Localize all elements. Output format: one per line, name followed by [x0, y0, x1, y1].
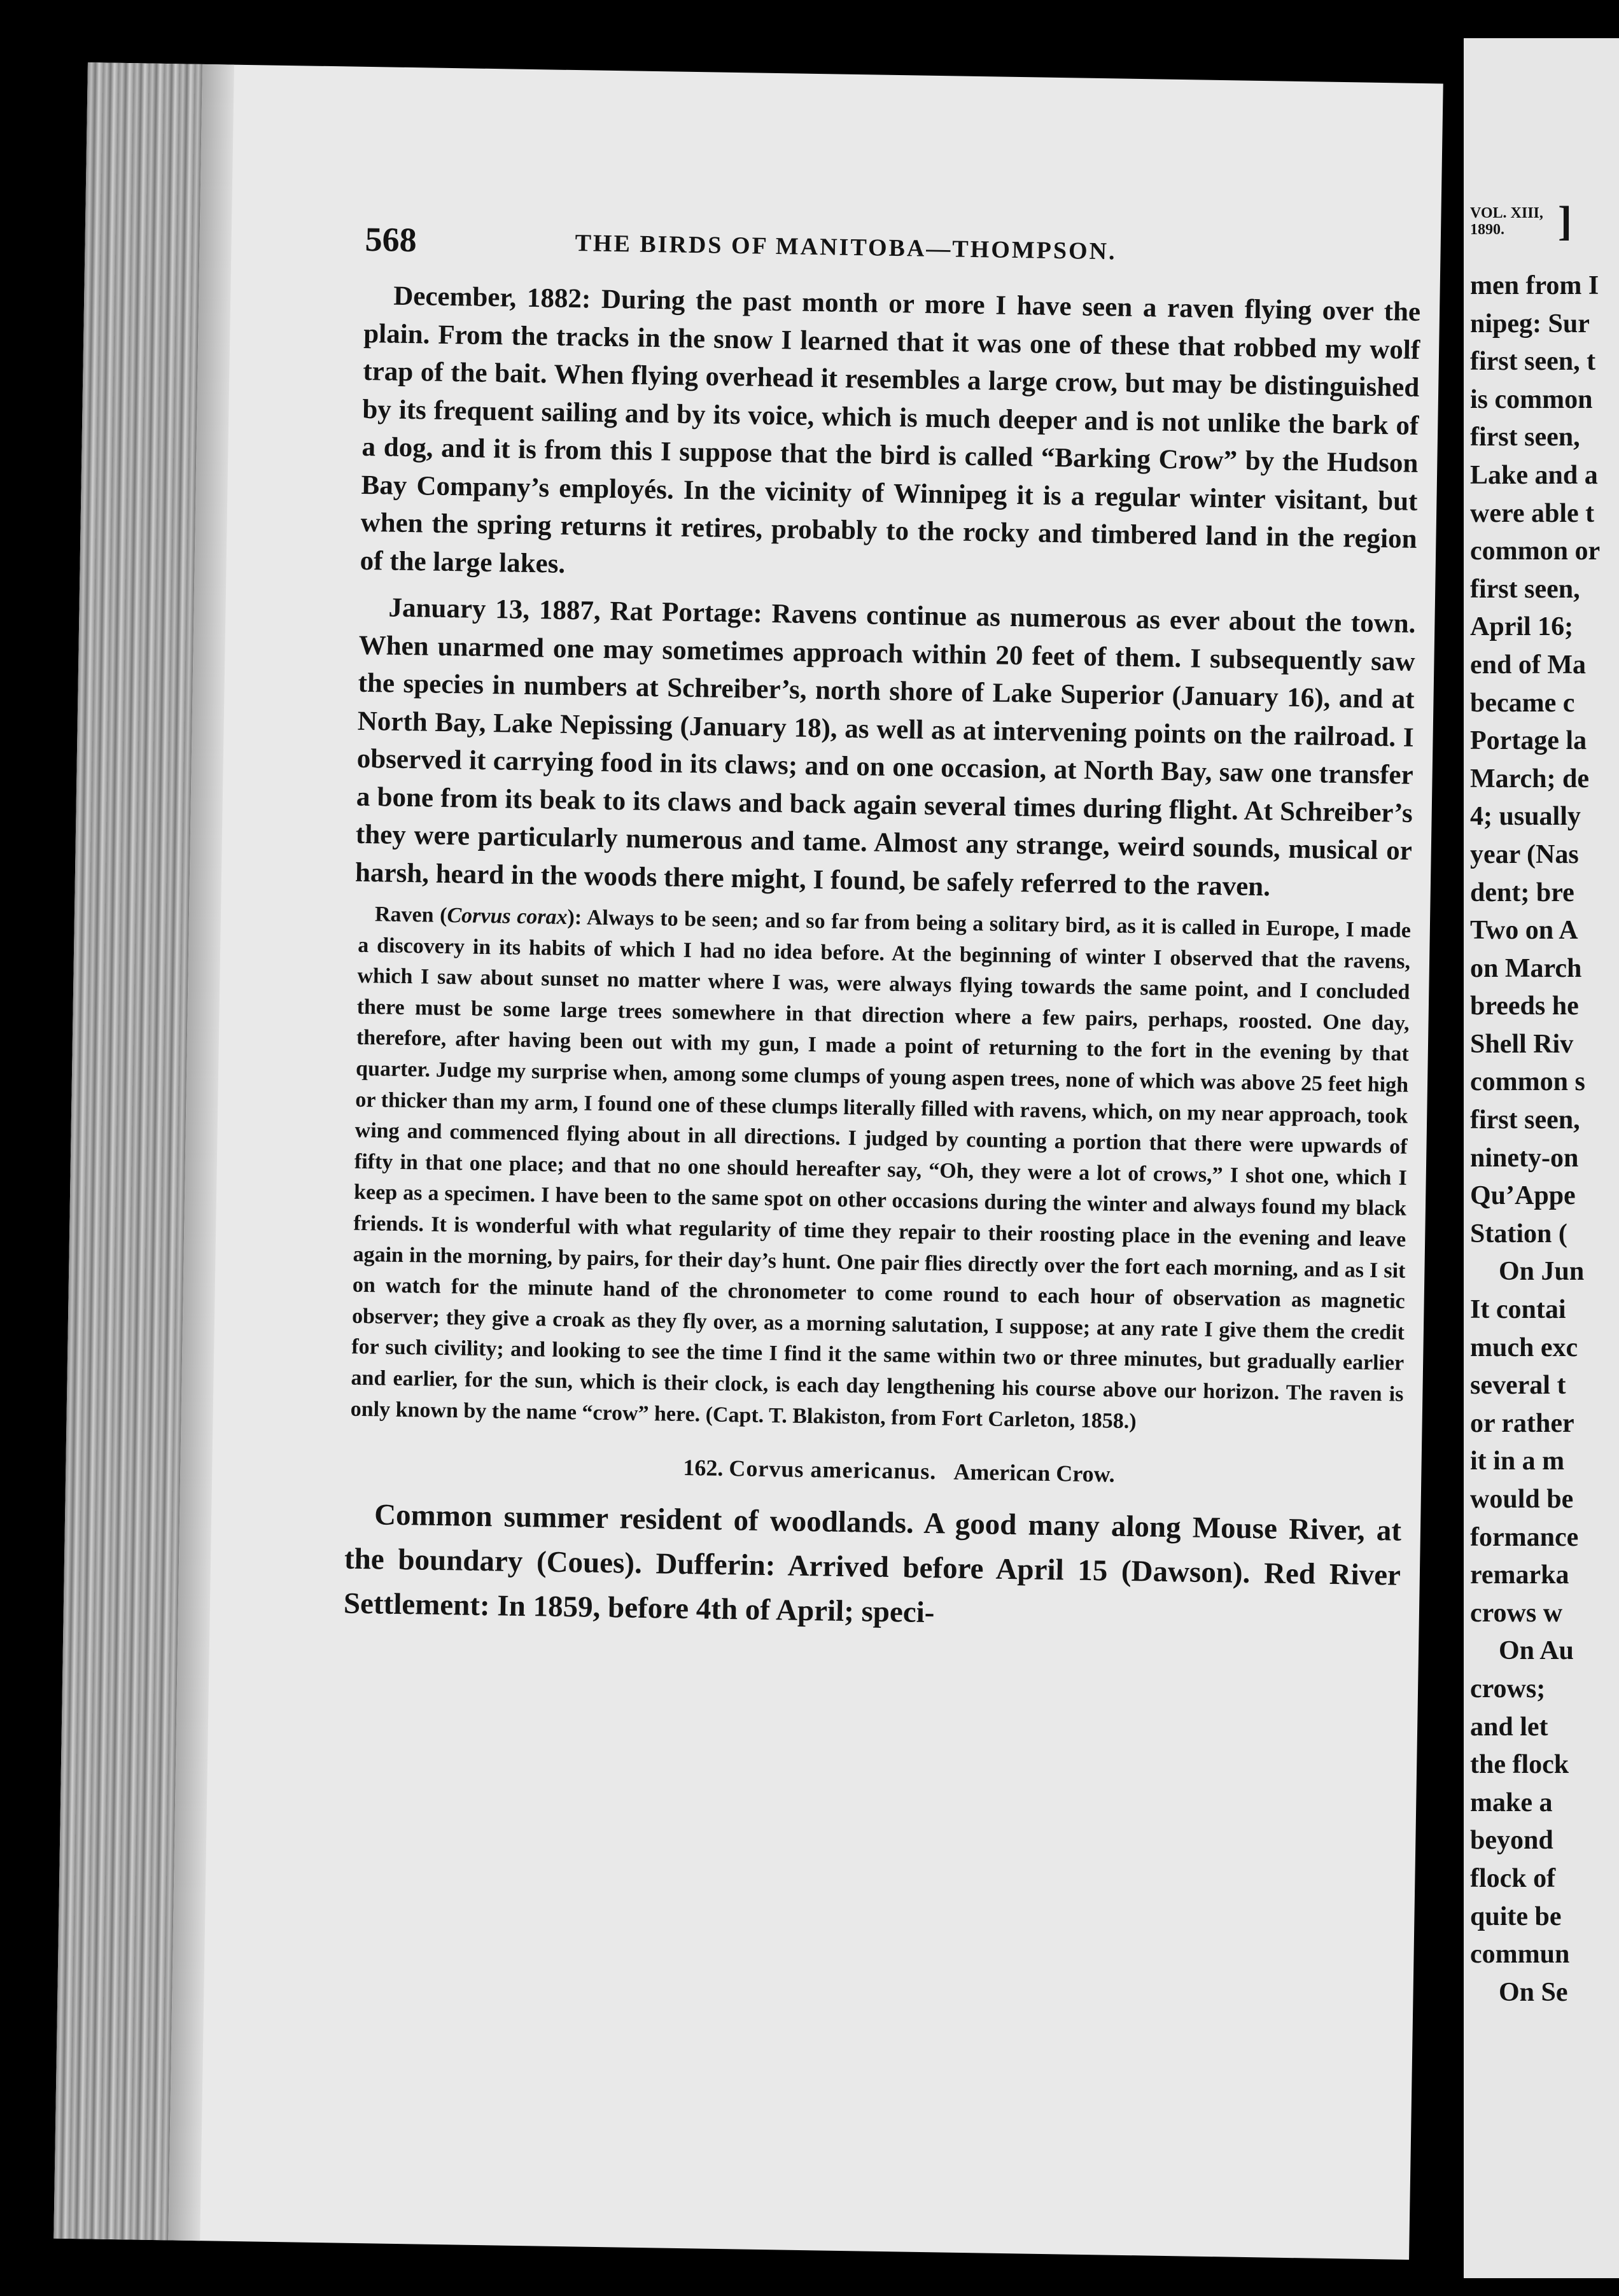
right-page-line: much exc	[1470, 1333, 1578, 1362]
right-page-line: ninety-on	[1470, 1143, 1579, 1173]
quote-lead: Raven (	[374, 902, 447, 928]
right-page-line: or rather	[1470, 1408, 1574, 1438]
bracket-mark: ]	[1558, 198, 1572, 244]
right-page-line: year (Nas	[1470, 839, 1579, 869]
right-page-line: common or	[1470, 536, 1601, 566]
quote-body: ): Always to be seen; and so far from being a solitary bird, as it is called in Europe, I made a discovery in its habits of which I had no idea before. At the beginning of winter I observed that the ravens, which I saw about sunset no matter where I was, were always flying towards the same point, and I concluded there must be some large trees somewhere in that direction where a few pairs, perhaps, roosted. One day, therefore, after having been out with my gun, I made a point of returning to the fort in the evening by that quarter. Judge my surprise when, among some clumps of young aspen trees, none of which was above 25 feet high or thicker than my arm, I found one of these clumps literally filled with ravens, which, on my near approach, took wing and commenced flying about in all directions. I judged by counting a portion that there were upwards of fifty in that one place; and that no one should hereafter say, “Oh, they were a lot of crows,” I shot one, which I keep as a specimen. I have been to the same spot on other occasions during the winter and always found my black friends. It is wonderful with what regularity of time they repair to their roosting place in the evening and leave again in the morning, by pairs, for their day’s hunt. One pair flies directly over the fort each morning, and as I sit on watch for the minute hand of the chronometer to come round to each hour of observation as magnetic observer; they give a croak as they fly over, as a morning salutation, I suppose; at any rate I give them the credit for such civility; and looking to see the time I find it the same within two or three minutes, but gradually earlier and earlier, for the sun, which is their clock, is each day lengthening his course above our horizon. The raven is only known by the name “crow” here. (Capt. T. Blakiston, from Fort Carleton, 1858.)	[350, 906, 1412, 1433]
right-page-header	[1470, 205, 1543, 238]
right-page-line: men from I	[1470, 271, 1599, 300]
species-scientific-name: Corvus americanus.	[729, 1455, 937, 1485]
right-page-line: quite be	[1470, 1901, 1562, 1931]
right-page-line: On Se	[1499, 1977, 1568, 2007]
right-page-line: common s	[1470, 1067, 1585, 1097]
right-page-line: on March	[1470, 953, 1582, 983]
right-page-line: Shell Riv	[1470, 1029, 1574, 1059]
right-page-lines	[1470, 267, 1600, 2012]
right-page-line: Lake and a	[1470, 460, 1598, 490]
right-page-line: April 16;	[1470, 612, 1574, 642]
page-number: 568	[365, 220, 417, 260]
right-page-line: is common	[1470, 384, 1593, 414]
right-page-line: March; de	[1470, 764, 1590, 794]
right-page-line: Two on A	[1470, 916, 1578, 946]
right-page-line: the flock	[1470, 1750, 1569, 1780]
right-page-line: would be	[1470, 1485, 1574, 1514]
page-content	[343, 220, 1422, 1642]
right-page-line: formance	[1470, 1522, 1579, 1552]
right-page-line: first seen,	[1470, 574, 1580, 604]
volume-year: 1890.	[1470, 221, 1504, 238]
running-title: THE BIRDS OF MANITOBA—THOMPSON.	[575, 230, 1117, 265]
right-page-line: nipeg: Sur	[1470, 309, 1590, 339]
blakiston-quote	[346, 899, 1411, 1441]
right-page-line: and let	[1470, 1712, 1548, 1742]
species-number: 162.	[683, 1455, 724, 1481]
right-page-line: On Au	[1499, 1636, 1574, 1666]
left-page	[53, 62, 1443, 2260]
right-page-line: became c	[1470, 688, 1575, 718]
right-page-line: Station (	[1470, 1219, 1567, 1249]
species-heading	[346, 1449, 1402, 1492]
right-page-line: Portage la	[1470, 726, 1587, 756]
paragraph-january-1887: January 13, 1887, Rat Portage: Ravens continue as numerous as ever about the town. When unarmed one may sometimes approach within 20 feet of them. I subsequently saw the species in numbers at Schreiber’s, north shore of Lake Superior (January 16), and at North Bay, Lake Nepissing (January 18), as well as at intervening points on the railroad. I observed it carrying food in its claws; and on one occasion, at North Bay, saw one transfer a bone from its beak to its claws and back again several times during flight. At Schreiber’s they were particularly numerous and tame. Almost any strange, weird sounds, musical or harsh, heard in the woods there might, I found, be safely referred to the raven.	[354, 592, 1416, 902]
right-page-line: end of Ma	[1470, 650, 1586, 680]
right-page-line: 4; usually	[1470, 802, 1581, 832]
right-page-line: crows;	[1470, 1674, 1546, 1704]
species-common-name: American Crow.	[953, 1459, 1115, 1487]
right-page-line: crows w	[1470, 1598, 1563, 1628]
quote-species: Corvus corax	[447, 904, 568, 929]
right-page-line: beyond	[1470, 1826, 1553, 1856]
right-page	[1464, 38, 1619, 2278]
paragraph-december-1882: December, 1882: During the past month or more I have seen a raven flying over the plain. From the tracks in the snow I learned that it was one of these that robbed my wolf trap of the bait. When flying overhead it resembles a large crow, but may be distinguished by its frequent sailing and by its voice, which is much deeper and is not unlike the bark of a dog, and it is from this I suppose that the bird is called “Barking Crow” by the Hudson Bay Company’s employés. In the vicinity of Winnipeg it is a regular winter visitant, but when the spring returns it retires, probably to the rocky and timbered land in the region of the large lakes.	[360, 281, 1421, 579]
right-page-line: first seen,	[1470, 1105, 1580, 1135]
right-page-line: Qu’Appe	[1470, 1181, 1576, 1211]
right-page-line: flock of	[1470, 1863, 1556, 1893]
paragraph-american-crow: Common summer resident of woodlands. A good many along Mouse River, at the boundary (Coues). Dufferin: Arrived before April 15 (Dawson). Red River Settlement: In 1859, before 4th of April; speci-	[343, 1498, 1402, 1630]
right-page-line: first seen,	[1470, 423, 1580, 452]
right-page-line: It contai	[1470, 1295, 1566, 1325]
right-page-line: were able t	[1470, 498, 1595, 528]
right-page-line: remarka	[1470, 1560, 1569, 1590]
right-page-line: first seen, t	[1470, 347, 1596, 377]
right-page-line: dent; bre	[1470, 878, 1574, 907]
volume-label: VOL. XIII,	[1470, 205, 1543, 221]
right-page-line: On Jun	[1499, 1257, 1585, 1287]
right-page-line: make a	[1470, 1788, 1553, 1817]
right-page-line: breeds he	[1470, 991, 1579, 1021]
right-page-line: it in a m	[1470, 1446, 1565, 1476]
right-page-line: several t	[1470, 1371, 1566, 1401]
right-page-line: commun	[1470, 1940, 1570, 1970]
